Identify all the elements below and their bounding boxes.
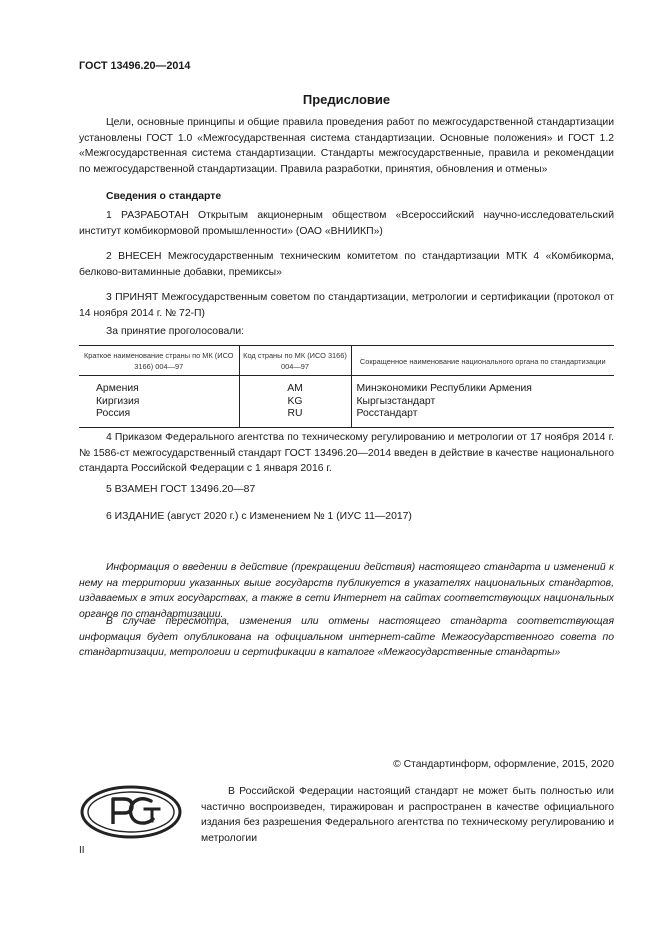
country-code: AM (287, 383, 303, 394)
item-developed: 1 РАЗРАБОТАН Открытым акционерным обществом «Всероссийский научно-исследовательский институт комбикормовой промышленности» (ОАО «ВНИИКП») (79, 210, 614, 237)
intro-paragraph: Цели, основные принципы и общие правила проведения работ по межгосударственной стандартизации установлены ГОСТ 1.0 «Межгосударственная система стандартизации. Основные положения» и ГОСТ 1.2 «Межгосударственная система стандартизации. Стандарты межгосударственные, правила и рекомендации по межгосударственной стандартизации. Правила разработки, принятия, обновления и отмены» (79, 117, 614, 175)
copyright-line: © Стандартинформ, оформление, 2015, 2020 (393, 759, 614, 770)
col-header-body: Сокращенное наименование национального органа по стандартизации (351, 346, 614, 376)
voted-label: За принятие проголосовали: (106, 326, 245, 337)
table-row (79, 376, 614, 428)
item-replaces: 5 ВЗАМЕН ГОСТ 13496.20—87 (106, 484, 256, 495)
rst-certification-mark-icon (79, 784, 183, 845)
notice-introduction: Информация о введении в действие (прекращении действия) настоящего стандарта и изменений к нему на территории указанных выше государств публикуется в указателях национальных стандартов, издаваемых в этих государствах, а также в сети Интернет на сайтах соответствующих национальных органов по стандартизации. (79, 562, 614, 620)
country-name: Армения (96, 383, 139, 394)
voting-table (79, 345, 614, 428)
standards-body: Минэкономики Республики Армения (356, 383, 532, 394)
item-adopted: 3 ПРИНЯТ Межгосударственным советом по стандартизации, метрологии и сертификации (протокол от 14 ноября 2014 г. № 72-П) (79, 292, 614, 319)
standards-body: Кыргызстандарт (356, 395, 436, 407)
notice-revision: В случае пересмотра, изменения или отмены настоящего стандарта соответствующая информация будет опубликована на официальном интернет-сайте Межгосударственного совета по стандартизации, метрологии и сертификации в каталоге «Межгосударственные стандарты» (79, 616, 614, 658)
country-name: Киргизия (96, 395, 140, 407)
item-enacted: 4 Приказом Федерального агентства по техническому регулированию и метрологии от 17 ноября 2014 г. № 1586-ст межгосударственный стандарт ГОСТ 13496.20—2014 введен в действие в качестве национального стандарта Российской Федерации с 1 января 2016 г. (79, 432, 614, 474)
table-header-row (79, 346, 614, 376)
rights-notice: В Российской Федерации настоящий стандарт не может быть полностью или частично воспроизведен, тиражирован и распространен в качестве официального издания без разрешения Федерального агентства по техническому регулированию и метрологии (201, 786, 614, 844)
country-name: Россия (96, 408, 131, 419)
body-cell (351, 376, 614, 428)
item-submitted: 2 ВНЕСЕН Межгосударственным техническим комитетом по стандартизации МТК 4 «Комбикорма, белково-витаминные добавки, премиксы» (79, 251, 614, 278)
country-cell (79, 376, 239, 428)
document-id: ГОСТ 13496.20—2014 (79, 60, 191, 72)
item-edition: 6 ИЗДАНИЕ (август 2020 г.) с Изменением № 1 (ИУС 11—2017) (106, 511, 412, 522)
country-code: RU (287, 408, 303, 419)
page-title: Предисловие (302, 92, 391, 107)
info-heading: Сведения о стандарте (106, 191, 222, 202)
col-header-country: Краткое наименование страны по МК (ИСО 3166) 004—97 (79, 346, 239, 376)
standards-body: Росстандарт (356, 408, 418, 419)
col-header-code: Код страны по МК (ИСО 3166) 004—97 (239, 346, 351, 376)
country-code: KG (287, 395, 303, 407)
page-number: II (79, 845, 85, 856)
code-cell (239, 376, 351, 428)
